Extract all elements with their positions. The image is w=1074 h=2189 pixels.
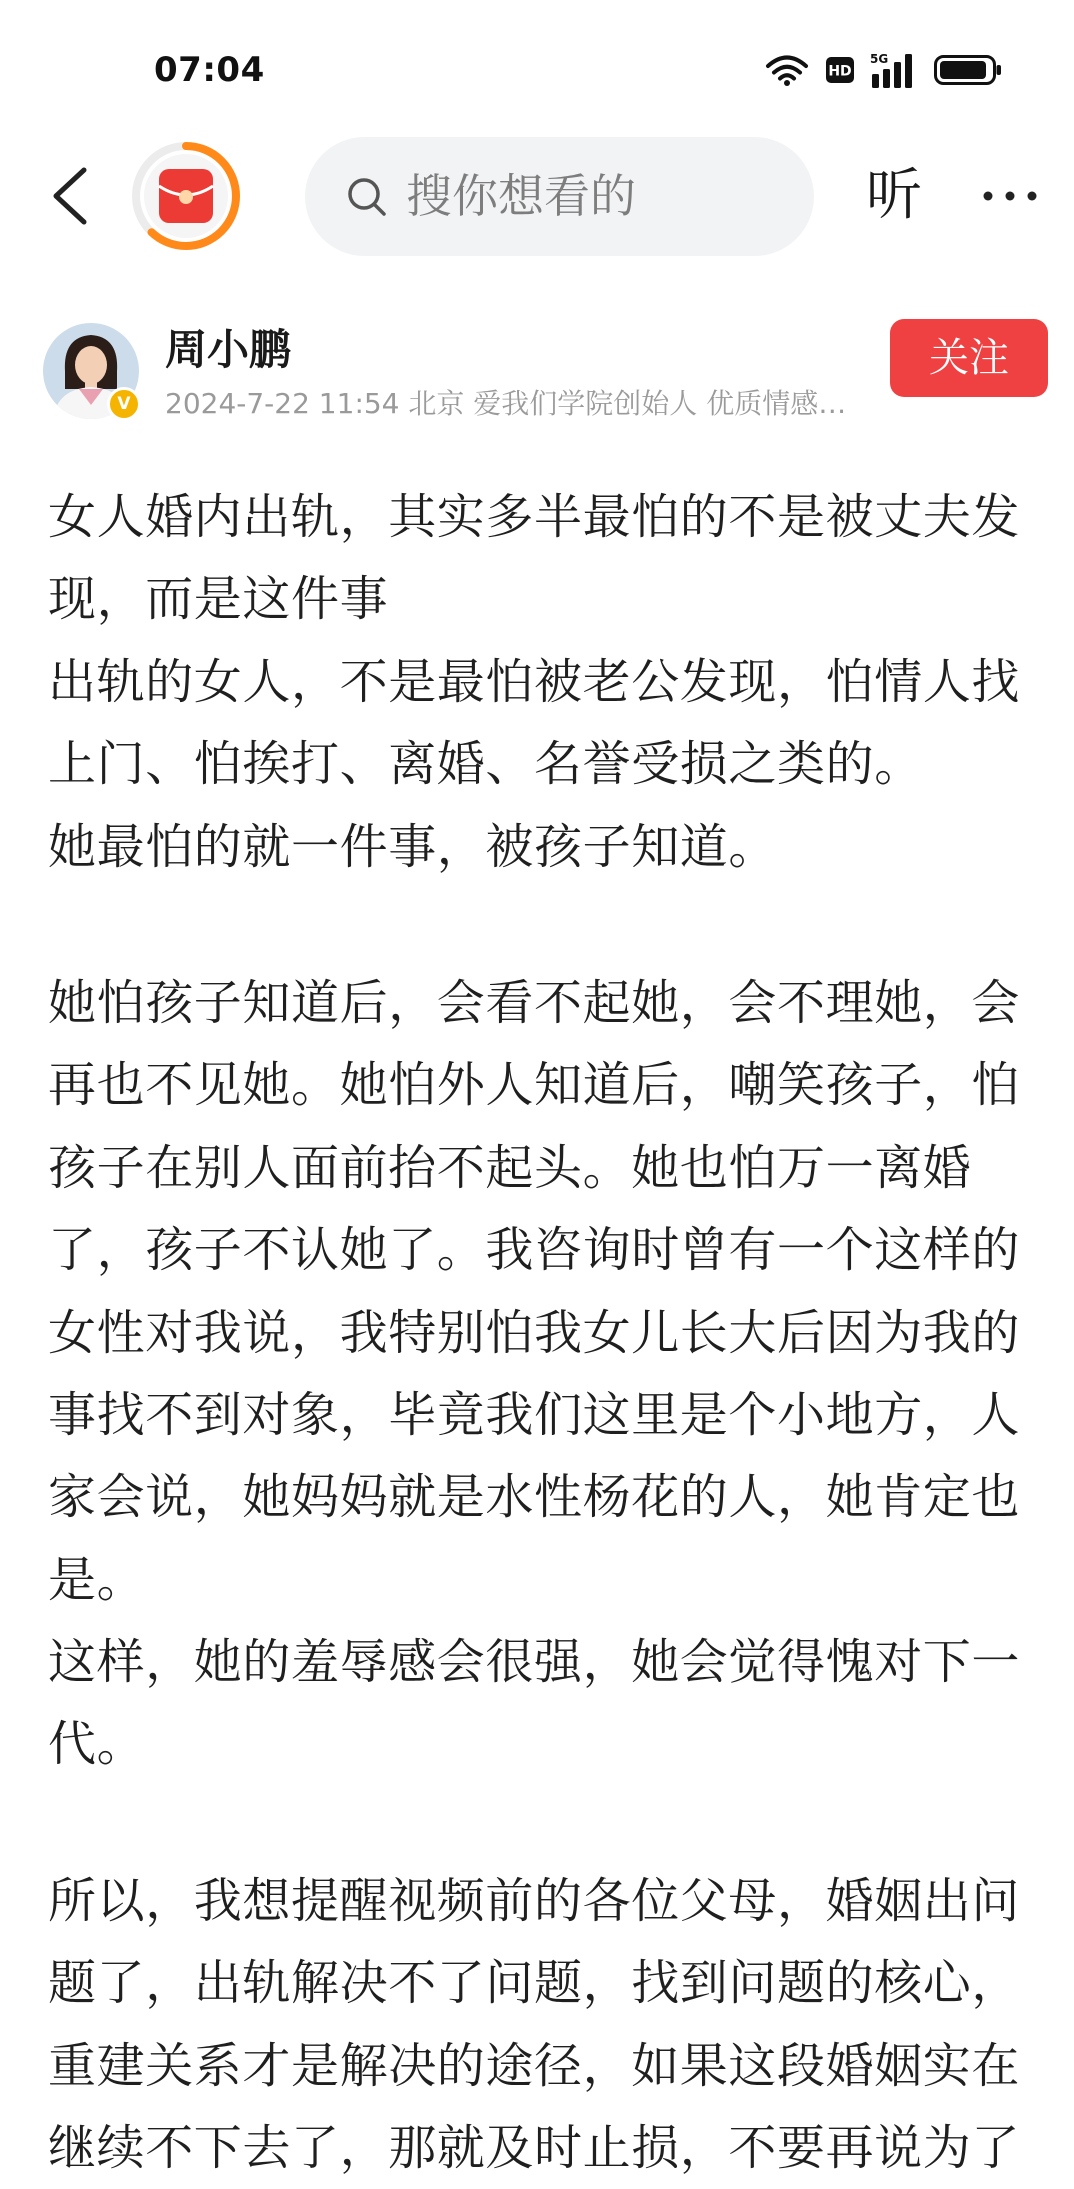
wifi-icon <box>765 54 809 86</box>
signal-bar <box>872 74 879 88</box>
article-line: 所以，我想提醒视频前的各位父母，婚姻出问 <box>48 1872 1021 1929</box>
signal-bar <box>894 62 901 88</box>
article-line: 继续不下去了，那就及时止损，不要再说为了 <box>48 2120 1021 2177</box>
article-line: 了，孩子不认她了。我咨询时曾有一个这样的 <box>48 1222 1021 1279</box>
article-paragraph <box>48 1860 1048 2189</box>
article-line: 这样，她的羞辱感会很强，她会觉得愧对下一 <box>48 1634 1021 1691</box>
network-label: 5G <box>870 52 889 66</box>
article-paragraph <box>48 476 1048 888</box>
more-icon[interactable] <box>981 184 1039 208</box>
article-line: 女性对我说，我特别怕我女儿长大后因为我的 <box>48 1304 1021 1361</box>
hd-icon <box>826 57 854 83</box>
article-line: 她最怕的就一件事，被孩子知道。 <box>48 818 778 875</box>
article-paragraph <box>48 962 1048 1786</box>
article-line: 她怕孩子知道后，会看不起她，会不理她，会 <box>48 974 1021 1031</box>
follow-button[interactable]: 关注 <box>890 319 1048 397</box>
search-icon <box>345 175 389 219</box>
article-line: 事找不到对象，毕竟我们这里是个小地方，人 <box>48 1386 1021 1443</box>
verified-badge: V <box>107 387 141 421</box>
article-line: 重建关系才是解决的途径，如果这段婚姻实在 <box>48 2037 1021 2094</box>
article-line: 上门、怕挨打、离婚、名誉受损之类的。 <box>48 736 923 793</box>
article-line: 出轨的女人，不是最怕被老公发现，怕情人找 <box>48 653 1021 710</box>
author-name[interactable]: 周小鹏 <box>165 325 292 374</box>
article-line: 再也不见她。她怕外人知道后，嘲笑孩子，怕 <box>48 1057 1021 1114</box>
search-placeholder: 搜你想看的 <box>406 169 636 223</box>
article-line: 题了，出轨解决不了问题，找到问题的核心， <box>48 1955 1021 2012</box>
signal-bar <box>905 54 912 88</box>
author-meta: 2024-7-22 11:54 北京 爱我们学院创始人 优质情感… <box>165 387 847 420</box>
article-line: 孩子在别人面前抬不起头。她也怕万一离婚 <box>48 1139 972 1196</box>
battery-fill <box>940 61 986 79</box>
article-line: 女人婚内出轨，其实多半最怕的不是被丈夫发 <box>48 489 1021 545</box>
battery-icon <box>934 55 1002 85</box>
signal-bar <box>883 69 890 88</box>
article-line: 现，而是这件事 <box>48 571 389 628</box>
status-time: 07:04 <box>154 50 265 90</box>
hd-label: HD <box>828 63 852 80</box>
cellular-signal-icon <box>870 52 920 88</box>
red-envelope-icon[interactable] <box>130 140 242 252</box>
search-input[interactable] <box>305 137 814 256</box>
article-line: 家会说，她妈妈就是水性杨花的人，她肯定也 <box>48 1469 1021 1526</box>
article-body <box>48 476 1048 2189</box>
article-line: 是。 <box>48 1551 146 1608</box>
chevron-left-icon[interactable] <box>48 165 92 227</box>
listen-button[interactable]: 听 <box>866 163 922 228</box>
article-line: 代。 <box>48 1716 146 1773</box>
